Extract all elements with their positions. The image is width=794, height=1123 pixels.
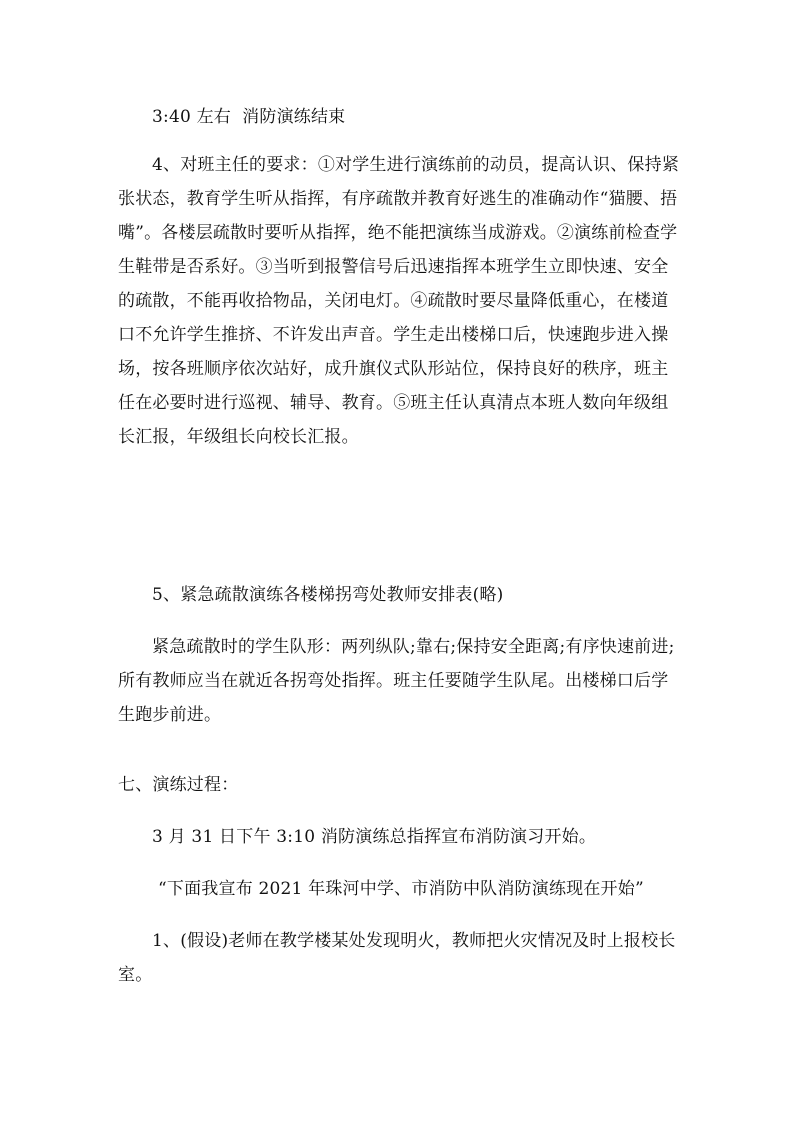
paragraph-stairwell-teacher-schedule: 5、紧急疏散演练各楼梯拐弯处教师安排表(略) (152, 585, 504, 605)
paragraph-drill-start-announcement: 3 月 31 日下午 3:10 消防演练总指挥宣布消防演习开始。 (152, 827, 597, 847)
paragraph-drill-end-time: 3:40 左右 消防演练结束 (152, 107, 346, 127)
paragraph-drill-opening-quote: “下面我宣布 2021 年珠河中学、市消防中队消防演练现在开始” (158, 879, 644, 899)
paragraph-fire-discovery-report: 1、(假设)老师在教学楼某处发现明火，教师把火灾情况及时上报校长室。 (118, 931, 676, 985)
section-heading-drill-process: 七、演练过程： (118, 775, 239, 795)
paragraph-homeroom-teacher-requirements: 4、对班主任的要求：①对学生进行演练前的动员，提高认识、保持紧张状态，教育学生听从指挥，有序疏散并教育好逃生的准确动作“猫腰、捂嘴”。各楼层疏散时要听从指挥，绝不能把演练当成游戏。②演练前检查学生鞋带是否系好。③当听到报警信号后迅速指挥本班学生立即快速、安全的疏散，不能再收拾物品，关闭电灯。④疏散时要尽量降低重心，在楼道口不允许学生推挤、不许发出声音。学生走出楼梯口后，快速跑步进入操场，按各班顺序依次站好，成升旗仪式队形站位，保持良好的秩序，班主任在必要时进行巡视、辅导、教育。⑤班主任认真清点本班人数向年级组长汇报，年级组长向校长汇报。 (118, 155, 680, 447)
paragraph-evacuation-formation: 紧急疏散时的学生队形：两列纵队;靠右;保持安全距离;有序快速前进;所有教师应当在就近各拐弯处指挥。班主任要随学生队尾。出楼梯口后学生跑步前进。 (118, 637, 675, 725)
